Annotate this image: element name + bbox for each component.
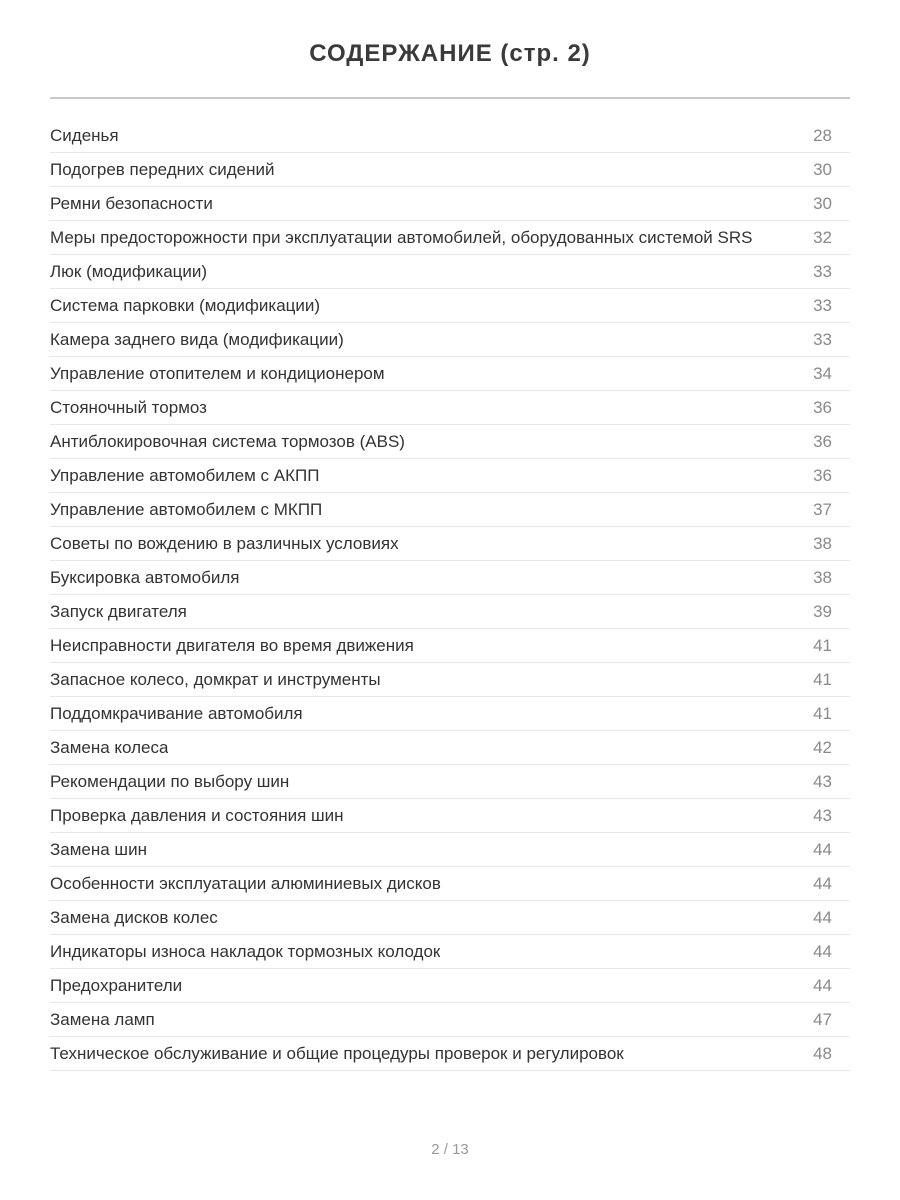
toc-row bbox=[50, 255, 850, 289]
toc-entry-title: Буксировка автомобиля bbox=[50, 568, 240, 587]
toc-entry-page-number: 38 bbox=[813, 534, 832, 553]
toc-entry-page-number: 30 bbox=[813, 160, 832, 179]
toc-entry-title: Неисправности двигателя во время движения bbox=[50, 636, 414, 655]
toc-entry-title: Ремни безопасности bbox=[50, 194, 213, 213]
toc-row bbox=[50, 425, 850, 459]
toc-entry-page-number: 33 bbox=[813, 262, 832, 281]
toc-row bbox=[50, 833, 850, 867]
toc-entry-page-number: 44 bbox=[813, 840, 832, 859]
toc-entry-title: Советы по вождению в различных условиях bbox=[50, 534, 399, 553]
toc-entry-title: Индикаторы износа накладок тормозных колодок bbox=[50, 942, 441, 961]
toc-entry-title: Стояночный тормоз bbox=[50, 398, 207, 417]
toc-row bbox=[50, 391, 850, 425]
page-title: СОДЕРЖАНИЕ (стр. 2) bbox=[309, 40, 591, 67]
toc-entry-title: Особенности эксплуатации алюминиевых дисков bbox=[50, 874, 441, 893]
toc-row bbox=[50, 799, 850, 833]
toc-entry-title: Проверка давления и состояния шин bbox=[50, 806, 344, 825]
toc-entry-title: Подогрев передних сидений bbox=[50, 160, 275, 179]
toc-row bbox=[50, 153, 850, 187]
toc-entry-title: Замена дисков колес bbox=[50, 908, 218, 927]
toc-entry-page-number: 33 bbox=[813, 330, 832, 349]
toc-entry-title: Управление отопителем и кондиционером bbox=[50, 364, 385, 383]
toc-entry-title: Управление автомобилем с МКПП bbox=[50, 500, 323, 519]
toc-entry-page-number: 44 bbox=[813, 908, 832, 927]
toc-row bbox=[50, 969, 850, 1003]
toc-entry-page-number: 37 bbox=[813, 500, 832, 519]
toc-row bbox=[50, 221, 850, 255]
toc-entry-page-number: 43 bbox=[813, 772, 832, 791]
toc-row bbox=[50, 187, 850, 221]
toc-entry-title: Камера заднего вида (модификации) bbox=[50, 330, 344, 349]
toc-row bbox=[50, 527, 850, 561]
toc-entry-title: Техническое обслуживание и общие процедуры проверок и регулировок bbox=[50, 1044, 624, 1063]
title-divider bbox=[50, 97, 850, 99]
toc-entry-page-number: 41 bbox=[813, 636, 832, 655]
toc-entry-title: Поддомкрачивание автомобиля bbox=[50, 704, 303, 723]
toc-entry-page-number: 48 bbox=[813, 1044, 832, 1063]
toc-entry-title: Предохранители bbox=[50, 976, 183, 995]
toc-entry-page-number: 36 bbox=[813, 466, 832, 485]
toc-row bbox=[50, 323, 850, 357]
toc-row bbox=[50, 629, 850, 663]
toc-entry-title: Сиденья bbox=[50, 126, 119, 145]
page-pagination: 2 / 13 bbox=[431, 1141, 469, 1158]
toc-row bbox=[50, 459, 850, 493]
toc-entry-page-number: 39 bbox=[813, 602, 832, 621]
toc-entry-title: Замена колеса bbox=[50, 738, 169, 757]
toc-entry-page-number: 43 bbox=[813, 806, 832, 825]
toc-entry-title: Замена ламп bbox=[50, 1010, 155, 1029]
toc-row bbox=[50, 867, 850, 901]
toc-entry-title: Меры предосторожности при эксплуатации автомобилей, оборудованных системой SRS bbox=[50, 228, 753, 247]
toc-row bbox=[50, 697, 850, 731]
toc-entry-title: Управление автомобилем с АКПП bbox=[50, 466, 320, 485]
toc-entry-title: Рекомендации по выбору шин bbox=[50, 772, 290, 791]
toc-entry-page-number: 36 bbox=[813, 432, 832, 451]
toc-row bbox=[50, 357, 850, 391]
toc-entry-page-number: 33 bbox=[813, 296, 832, 315]
toc-entry-page-number: 34 bbox=[813, 364, 832, 383]
toc-entry-page-number: 44 bbox=[813, 976, 832, 995]
toc-entry-title: Запасное колесо, домкрат и инструменты bbox=[50, 670, 381, 689]
toc-row bbox=[50, 663, 850, 697]
toc-entry-page-number: 32 bbox=[813, 228, 832, 247]
toc-entry-title: Система парковки (модификации) bbox=[50, 296, 321, 315]
toc-row bbox=[50, 935, 850, 969]
toc-entry-page-number: 44 bbox=[813, 874, 832, 893]
toc-row bbox=[50, 1037, 850, 1071]
toc-row bbox=[50, 595, 850, 629]
toc-entry-title: Антиблокировочная система тормозов (ABS) bbox=[50, 432, 405, 451]
toc-row bbox=[50, 493, 850, 527]
toc-row bbox=[50, 1003, 850, 1037]
toc-entry-title: Замена шин bbox=[50, 840, 147, 859]
toc-row bbox=[50, 765, 850, 799]
toc-row bbox=[50, 289, 850, 323]
toc-entry-page-number: 41 bbox=[813, 670, 832, 689]
toc-entry-page-number: 38 bbox=[813, 568, 832, 587]
toc-entry-title: Люк (модификации) bbox=[50, 262, 208, 281]
toc-list bbox=[50, 119, 850, 1071]
toc-entry-page-number: 44 bbox=[813, 942, 832, 961]
toc-row bbox=[50, 561, 850, 595]
toc-entry-page-number: 36 bbox=[813, 398, 832, 417]
toc-row bbox=[50, 901, 850, 935]
toc-entry-page-number: 41 bbox=[813, 704, 832, 723]
toc-entry-page-number: 42 bbox=[813, 738, 832, 757]
toc-row bbox=[50, 119, 850, 153]
toc-entry-page-number: 28 bbox=[813, 126, 832, 145]
toc-entry-title: Запуск двигателя bbox=[50, 602, 187, 621]
toc-entry-page-number: 30 bbox=[813, 194, 832, 213]
toc-entry-page-number: 47 bbox=[813, 1010, 832, 1029]
toc-row bbox=[50, 731, 850, 765]
